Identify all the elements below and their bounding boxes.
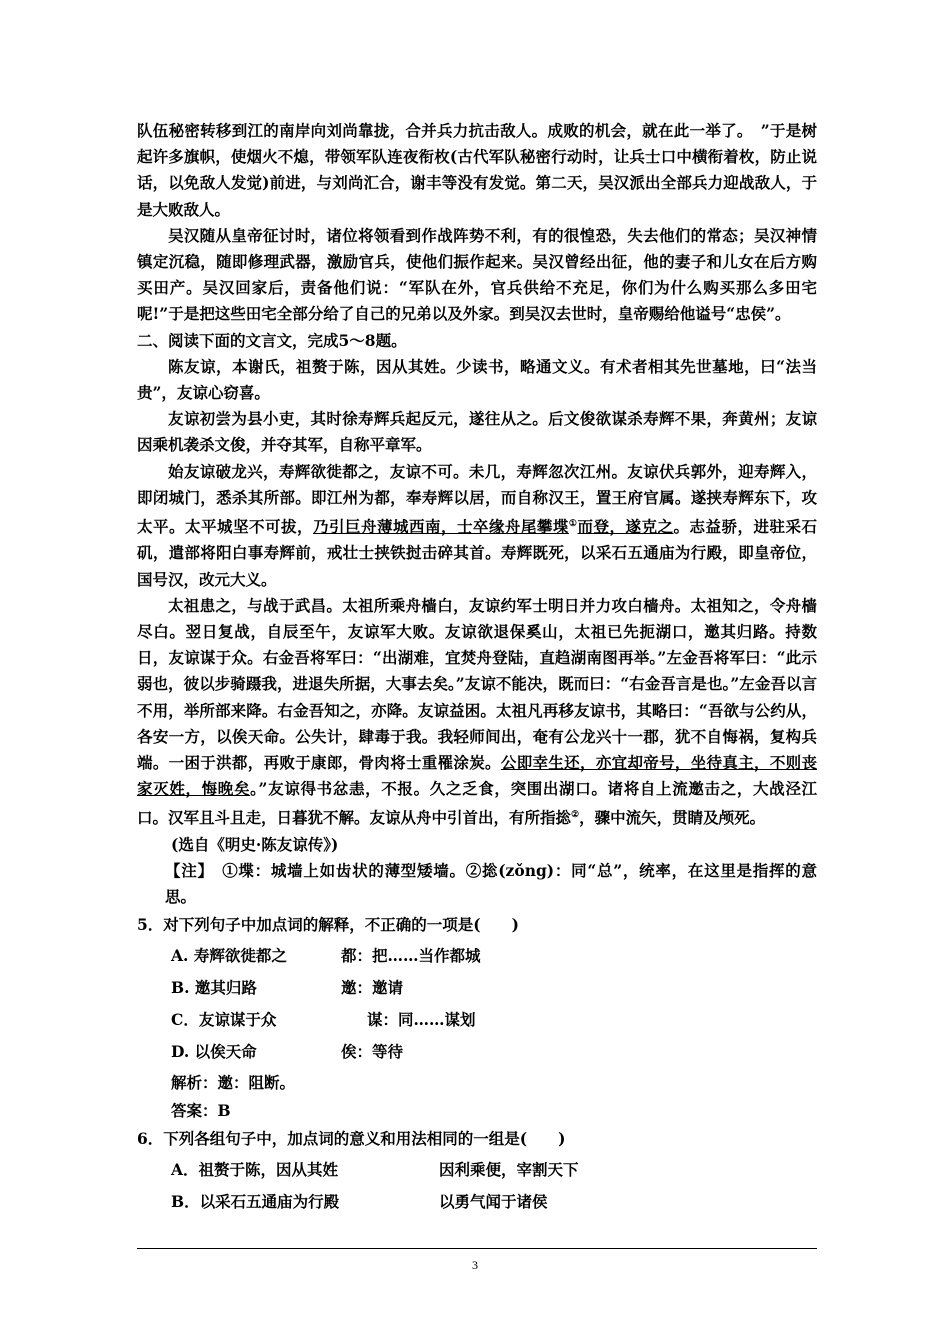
- paragraph-6-text-c: ，骤中流矢，贯睛及颅死。: [579, 808, 766, 828]
- underlined-sentence-1b: 而登，遂克之: [577, 517, 674, 537]
- source-citation: (选自《明史·陈友谅传》): [171, 834, 339, 854]
- q6-option-a-left: A．祖赘于陈，因从其姓: [171, 1160, 339, 1180]
- footer-divider: [137, 1248, 817, 1249]
- option-d-sentence: D. 以俟天命: [171, 1042, 257, 1062]
- paragraph-2: 吴汉随从皇帝征讨时，诸位将领看到作战阵势不利，有的很惶恐，失去他们的常态；吴汉神情镇定沉稳，随即修理武器，激励官兵，使他们振作起来。吴汉曾经出征，他的妻子和儿女在后方购买田产。吴汉回家后，责备他们说：“军队在外，官兵供给不充足，你们为什么购买那么多田宅呢!”于是把这些田宅全部分给了自己的兄弟以及外家。到吴汉去世时，皇帝赐给他谥号“忠侯”。: [137, 225, 817, 324]
- question-5-stem: 5．对下列句子中加点词的解释，不正确的一项是( ): [137, 915, 519, 935]
- option-c-sentence: C．友谅谋于众: [171, 1010, 277, 1030]
- question-6-option-b: [137, 1186, 817, 1218]
- paragraph-4: 友谅初尝为县小吏，其时徐寿辉兵起反元，遂往从之。后文俊欲谋杀寿辉不果，奔黄州；友谅因乘机袭杀文俊，并夺其军，自称平章军。: [137, 409, 817, 455]
- paragraph-6: [137, 593, 817, 832]
- q6-option-a-right: 因利乘便，宰割天下: [439, 1160, 579, 1180]
- question-5-answer: 答案：B: [171, 1101, 231, 1121]
- question-6-option-a: [137, 1154, 817, 1186]
- question-5-option-d: [137, 1036, 817, 1068]
- paragraph-6-text-a: 太祖患之，与战于武昌。太祖所乘舟樯白，友谅约军士明日并力攻白樯舟。太祖知之，令舟樯尽白。翌日复战，自辰至午，友谅军大败。友谅欲退保奚山，太祖已先扼湖口，邀其归路。持数日，友谅谋于众。右金吾将军曰：“出湖难，宜焚舟登陆，直趋湖南图再举。”左金吾将军曰：“此示弱也，彼以步骑蹑我，进退失所据，大事去矣。”友谅不能决，既而曰：“右金吾言是也。”左金吾以言不用，举所部来降。右金吾知之，亦降。友谅益困。太祖凡再移友谅书，其略曰：“吾欲与公约从，各安一方，以俟天命。公失计，肆毒于我。我轻师间出，奄有公龙兴十一郡，犹不自悔祸，复构兵端。一困于洪都，再败于康郎，骨肉将士重罹涂炭。: [137, 595, 817, 773]
- option-c-explanation: 谋：同……谋划: [367, 1010, 476, 1030]
- paragraph-5: [137, 459, 817, 593]
- footnote-mark-1: ①: [568, 519, 578, 530]
- paragraph-5-text-b: 。志益骄，进驻采石矶，遣部将阳白事寿辉前，戒壮士挟铁挝击碎其首。寿辉既死，以采石五通庙为行殿，即皇帝位，国号汉，改元大义。: [137, 517, 817, 589]
- question-6-stem: 6．下列各组句子中，加点词的意义和用法相同的一组是( ): [137, 1129, 566, 1149]
- q6-option-b-right: 以勇气闻于诸侯: [439, 1192, 548, 1212]
- question-5-analysis: 解析：邀：阻断。: [171, 1073, 296, 1093]
- question-5-option-b: [137, 972, 817, 1004]
- underlined-sentence-2: 公即幸生还，亦宜却帝号，坐待真主，不则丧家灭姓，悔晚矣: [137, 753, 817, 799]
- option-b-explanation: 邀：邀请: [341, 978, 404, 998]
- underlined-sentence-1a: 乃引巨舟薄城西南，士卒缘舟尾攀堞: [312, 517, 569, 537]
- option-b-sentence: B. 邀其归路: [171, 978, 257, 998]
- document-body: [137, 118, 817, 1218]
- option-d-explanation: 俟：等待: [341, 1042, 404, 1062]
- q6-option-b-left: B．以采石五通庙为行殿: [171, 1192, 340, 1212]
- option-a-explanation: 都：把……当作都城: [341, 946, 481, 966]
- paragraph-6-text-b: 。”友谅得书忿恚，不报。久之乏食，突围出湖口。诸将自上流邀击之，大战泾江口。汉军且斗且走，日暮犹不解。友谅从舟中引首出，有所指捴: [137, 779, 817, 828]
- paragraph-3: 陈友谅，本谢氏，祖赘于陈，因从其姓。少读书，略通文义。有术者相其先世墓地，曰“法当贵”，友谅心窃喜。: [137, 356, 817, 403]
- question-5-option-a: [137, 940, 817, 972]
- page-number: 3: [472, 1258, 478, 1272]
- annotation-note: 【注】 ①堞：城墙上如齿状的薄型矮墙。②捴(zǒng)：同“总”，统率，在这里是指挥的意思。: [165, 861, 817, 907]
- question-5-option-c: [137, 1004, 817, 1036]
- paragraph-5-text-a: 始友谅破龙兴，寿辉欲徙都之，友谅不可。未几，寿辉忽次江州。友谅伏兵郭外，迎寿辉入，即闭城门，悉杀其所部。即江州为都，奉寿辉以居，而自称汉王，置王府官属。遂挟寿辉东下，攻太平。太平城坚不可拔，: [137, 461, 817, 537]
- option-a-sentence: A. 寿辉欲徙都之: [171, 946, 287, 966]
- footnote-mark-2: ②: [571, 810, 580, 821]
- paragraph-1: 队伍秘密转移到江的南岸向刘尚靠拢，合并兵力抗击敌人。成败的机会，就在此一举了。 ”于是树起许多旗帜，使烟火不熄，带领军队连夜衔枚(古代军队秘密行动时，让兵士口中横衔着枚，防止说话，以免敌人发觉)前进，与刘尚汇合，谢丰等没有发觉。第二天，吴汉派出全部兵力迎战敌人，于是大败敌人。: [137, 121, 817, 219]
- section-heading: 二、阅读下面的文言文，完成5～8题。: [137, 330, 407, 350]
